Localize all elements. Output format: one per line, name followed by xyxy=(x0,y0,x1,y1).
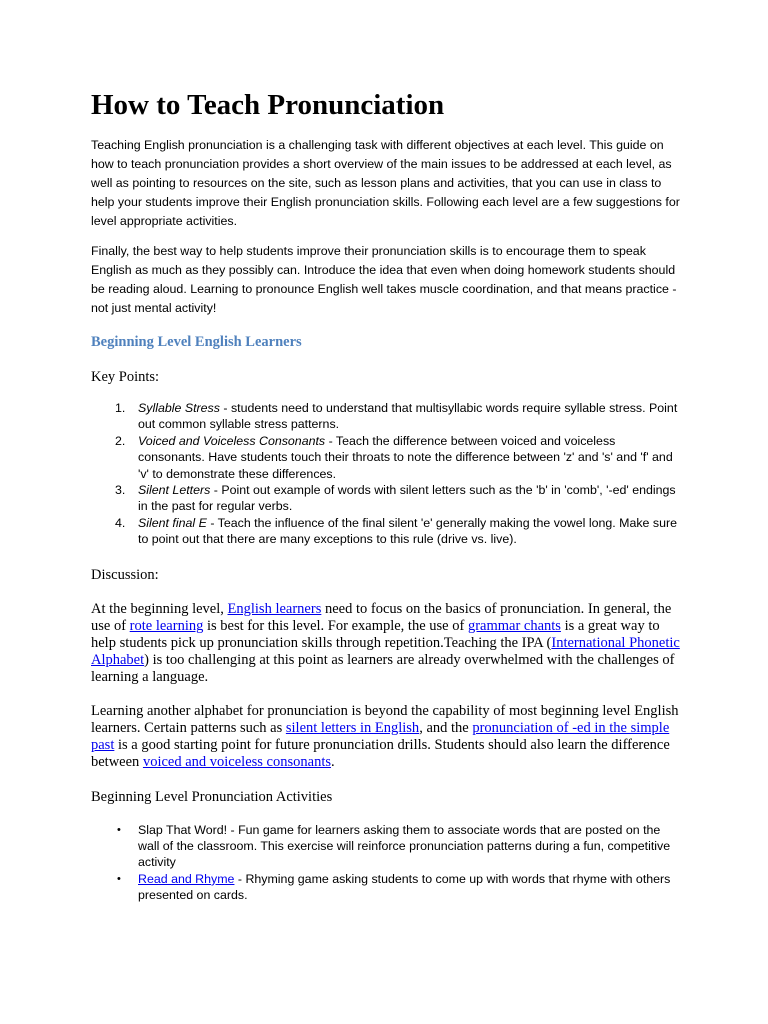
discussion-paragraph-1 xyxy=(91,601,683,686)
list-number: 2. xyxy=(115,433,126,448)
section-heading: Beginning Level English Learners xyxy=(91,334,302,350)
document-page xyxy=(91,88,683,904)
text-run: . xyxy=(330,753,335,770)
text-run: is a great way to help students pick up pronunciation skills through repetition.Teaching the IPA ( xyxy=(91,617,660,651)
key-point-text: - Teach the difference between voiced and voiceless consonants. Have students touch their throats to note the difference between 'z' and 's' and 'f' and 'v' to demonstrate these differences. xyxy=(138,433,673,481)
activities-list xyxy=(91,822,683,904)
discussion-label: Discussion: xyxy=(91,566,159,583)
key-point-term: Silent final E xyxy=(138,515,207,530)
key-point-text: - Teach the influence of the final silent 'e' generally making the vowel long. Make sure to point out that there are many exceptions to this rule (drive vs. live). xyxy=(138,515,677,547)
list-item xyxy=(91,515,683,548)
activity-text: Slap That Word! - Fun game for learners asking them to associate words that are posted on the wall of the classroom. This exercise will reinforce pronunciation patterns during a fun, competitive activity xyxy=(138,822,671,870)
text-run: is best for this level. For example, the use of xyxy=(203,617,468,634)
intro-paragraph-1: Teaching English pronunciation is a challenging task with different objectives at each level. This guide on how to teach pronunciation provides a short overview of the main issues to be addressed at each level, as well as pointing to resources on the site, such as lesson plans and activities, that you can use in class to help your students improve their English pronunciation skills. Following each level are a few suggestions for level appropriate activities. xyxy=(91,138,680,228)
text-run: is a good starting point for future pronunciation drills. Students should also learn the difference between xyxy=(91,736,670,770)
text-run: Learning another alphabet for pronunciation is beyond the capability of most beginning level English learners. Certain patterns such as xyxy=(91,702,679,736)
rote-learning-link[interactable]: rote learning xyxy=(129,617,204,634)
key-point-term: Syllable Stress xyxy=(138,401,220,415)
list-item xyxy=(91,433,683,482)
key-points-list xyxy=(91,400,683,548)
activities-heading: Beginning Level Pronunciation Activities xyxy=(91,788,333,805)
text-run: , and the xyxy=(419,719,473,736)
key-points-label: Key Points: xyxy=(91,369,160,385)
list-item xyxy=(91,482,683,515)
discussion-paragraph-2 xyxy=(91,703,683,771)
silent-letters-link[interactable]: silent letters in English xyxy=(285,719,420,736)
list-number: 4. xyxy=(115,515,126,530)
key-point-text: - Point out example of words with silent letters such as the 'b' in 'comb', '-ed' endings in the past for regular verbs. xyxy=(138,483,676,514)
list-number: 1. xyxy=(115,401,126,415)
bullet-icon: • xyxy=(117,872,121,885)
bullet-icon: • xyxy=(117,823,121,836)
list-item xyxy=(91,822,683,871)
intro-paragraph-2: Finally, the best way to help students improve their pronunciation skills is to encourage them to speak English as much as they possibly can. Introduce the idea that even when doing homework students should be reading aloud. Learning to pronounce English well takes muscle coordination, and that means practice - not just mental activity! xyxy=(91,244,677,315)
key-point-text: - students need to understand that multisyllabic words require syllable stress. Point out common syllable stress patterns. xyxy=(138,401,678,432)
list-item xyxy=(91,871,683,904)
text-run: ) is too challenging at this point as learners are already overwhelmed with the challenges of learning a language. xyxy=(91,651,675,685)
voiced-voiceless-link[interactable]: voiced and voiceless consonants xyxy=(142,753,331,770)
key-point-term: Voiced and Voiceless Consonants xyxy=(138,433,326,448)
english-learners-link[interactable]: English learners xyxy=(227,600,322,617)
ipa-link[interactable]: International Phonetic Alphabet xyxy=(91,634,680,668)
text-run: need to focus on the basics of pronunciation. In general, the use of xyxy=(91,600,672,634)
read-and-rhyme-link[interactable]: Read and Rhyme xyxy=(138,871,235,886)
grammar-chants-link[interactable]: grammar chants xyxy=(467,617,561,634)
key-point-term: Silent Letters xyxy=(138,483,211,498)
activity-text: - Rhyming game asking students to come up with words that rhyme with others presented on cards. xyxy=(138,871,671,903)
page-title: How to Teach Pronunciation xyxy=(91,89,445,121)
list-number: 3. xyxy=(115,483,126,498)
pronunciation-ed-link[interactable]: pronunciation of -ed in the simple past xyxy=(91,719,670,753)
text-run: At the beginning level, xyxy=(91,600,228,617)
list-item xyxy=(91,400,683,433)
